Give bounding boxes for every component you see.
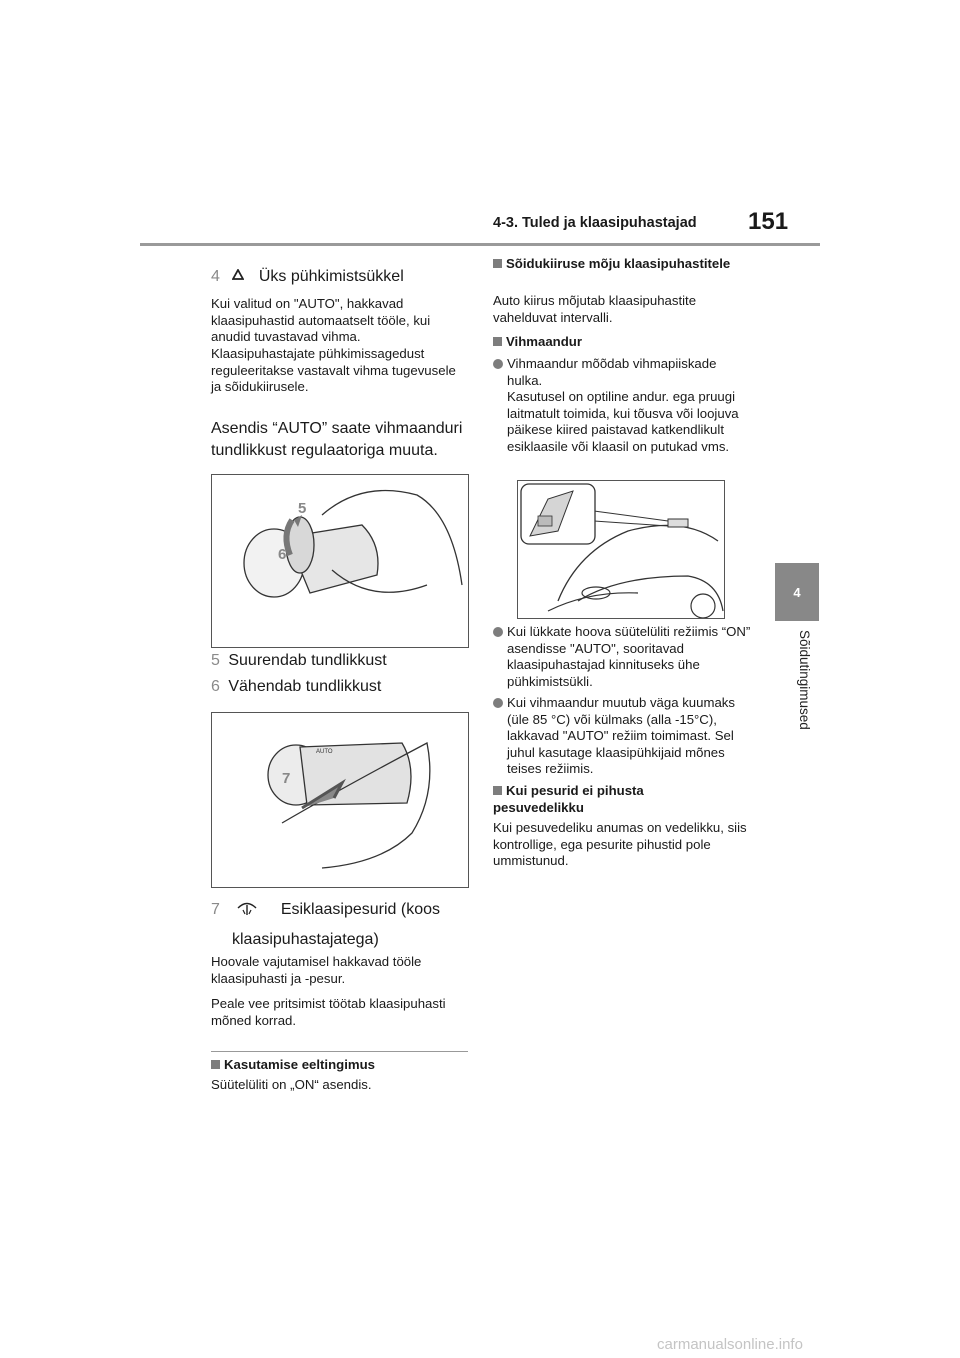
- speed-heading-text: Sõidukiiruse mõju klaasipuhastitele: [506, 256, 731, 271]
- figure1-label-5: 5: [298, 500, 307, 517]
- single-wipe-icon: [232, 265, 246, 287]
- item-4: [211, 265, 471, 288]
- sensitivity-dial-figure: [211, 474, 469, 648]
- condition-rule: [211, 1051, 468, 1052]
- square-bullet-icon: [211, 1060, 220, 1069]
- washer-paragraph-2: Peale vee pritsimist töötab klaasipuhasti mõned korrad.: [211, 996, 446, 1028]
- watermark: carmanualsonline.info: [657, 1336, 803, 1353]
- condition-heading: [211, 1057, 375, 1074]
- item-7-label-line2: klaasipuhastajatega): [232, 931, 379, 948]
- item-7: [211, 899, 471, 923]
- sensitivity-paragraph: Asendis “AUTO” saate vihmaanduri tundlikkust regulaatoriga muuta.: [211, 420, 463, 459]
- auto-paragraph: Kui valitud on "AUTO", hakkavad klaasipuhastid automaatselt tööle, kui anudid tuvastavad vihma.: [211, 296, 431, 345]
- sensor-bullet-1: [493, 356, 752, 456]
- figure2-auto-label: AUTO: [316, 749, 333, 755]
- item-7-number: 7: [211, 901, 220, 918]
- sensor-heading: [493, 334, 582, 351]
- item-7-label-line1: Esiklaasipesurid (koos: [280, 901, 440, 918]
- item-4-label: Üks pühkimistsükkel: [258, 268, 404, 285]
- sensor-heading-text: Vihmaandur: [506, 334, 582, 349]
- page-number: 151: [748, 208, 789, 235]
- square-bullet-icon: [493, 786, 502, 795]
- rain-sensor-figure: [517, 480, 725, 619]
- washer-lever-figure: [211, 712, 469, 888]
- bullet-dot-icon: [493, 698, 503, 708]
- item-5: [211, 650, 387, 672]
- sensor-bullet-3-text: Kui vihmaandur muutub väga kuumaks (üle 85 °C) või külmaks (alla -15°C), lakkavad "AUTO" režiim toimimast. Sel juhul kasutage klaasipühkijaid mõnes teises režiimis.: [507, 695, 735, 777]
- figure1-label-6: 6: [278, 546, 287, 563]
- speed-paragraph: Auto kiirus mõjutab klaasipuhastite vahelduvat intervalli.: [493, 293, 697, 325]
- section-title: 4-3. Tuled ja klaasipuhastajad: [493, 215, 697, 231]
- frequency-paragraph: Klaasipuhastajate pühkimissagedust reguleeritakse vastavalt vihma tugevusele ja sõidukiirusele.: [211, 346, 456, 395]
- chapter-tab: 4: [775, 563, 819, 621]
- item-6-label: Vähendab tundlikkust: [228, 678, 382, 695]
- square-bullet-icon: [493, 259, 502, 268]
- lever-illustration: [212, 713, 468, 887]
- dial-illustration: [212, 475, 468, 647]
- sensor-bullet-3: [493, 695, 752, 778]
- condition-heading-text: Kasutamise eeltingimus: [224, 1057, 375, 1072]
- bullet-dot-icon: [493, 359, 503, 369]
- item-5-label: Suurendab tundlikkust: [228, 652, 387, 669]
- sensor-bullet-2-text: Kui lükkate hoova süütelüliti režiimis “ON” asendisse "AUTO", sooritavad klaasipuhastajad kinnituseks ühe pühkimistsükli.: [507, 624, 751, 689]
- bullet-dot-icon: [493, 627, 503, 637]
- figure2-label-7: 7: [282, 770, 291, 787]
- header-rule: [140, 243, 820, 246]
- chapter-label: Sõidutingimused: [797, 630, 812, 730]
- car-windshield-illustration: [518, 481, 724, 618]
- washer-heading: [493, 783, 733, 816]
- condition-text: Süütelüliti on „ON“ asendis.: [211, 1077, 372, 1092]
- item-5-number: 5: [211, 652, 220, 669]
- washer-heading-text: Kui pesurid ei pihusta pesuvedelikku: [493, 783, 644, 815]
- item-6: [211, 676, 381, 698]
- square-bullet-icon: [493, 337, 502, 346]
- washer-paragraph-1: Hoovale vajutamisel hakkavad tööle klaasipuhasti ja -pesur.: [211, 954, 422, 986]
- item-6-number: 6: [211, 678, 220, 695]
- sensor-bullet-1-text: Vihmaandur mõõdab vihmapiiskade hulka. Kasutusel on optiline andur. ega pruugi laitmatult toimida, kui tõusva või loojuva päikese kiired paistavad katkendlikult esiklaasile või klaasil on putukad vms.: [507, 356, 739, 454]
- washer-paragraph: Kui pesuvedeliku anumas on vedelikku, siis kontrollige, ega pesurite pihustid pole ummistunud.: [493, 820, 747, 869]
- sensor-bullet-2: [493, 624, 752, 690]
- washer-icon: [236, 900, 262, 923]
- item-4-number: 4: [211, 268, 220, 285]
- speed-heading: [493, 256, 743, 273]
